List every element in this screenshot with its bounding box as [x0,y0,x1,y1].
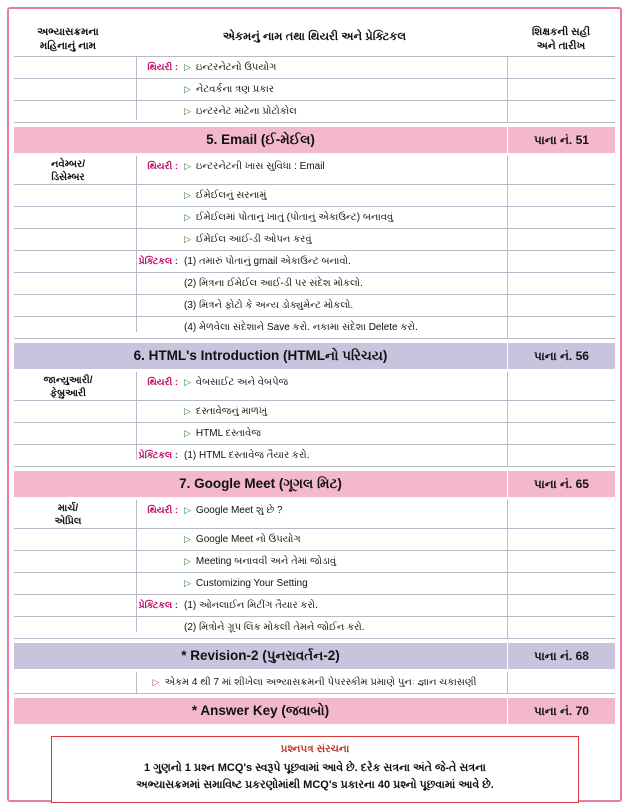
unit-cell [122,251,507,272]
month-cell [14,529,122,550]
month-cell [14,317,122,338]
list-item [122,401,507,422]
column-divider-right [507,156,508,332]
theory-label: થિયરી : [147,161,178,172]
month-cell [14,595,122,616]
spacer-label [122,317,184,338]
spacer-label [122,573,184,594]
signature-cell [507,101,615,122]
content-row [14,372,615,400]
item-text: ▷ ઈમેઈલનું સરનામું [184,190,267,201]
month-cell [14,251,122,272]
item-text: ▷ ઇન્ટરનેટની ખાસ સુવિધા : Email [184,161,325,172]
triangle-bullet-icon: ▷ [184,534,191,544]
signature-cell [507,423,615,444]
chapter-band-html [14,343,615,369]
content-row [14,423,615,444]
list-item [122,229,507,250]
row-divider [14,638,615,639]
chapter-page-number: પાના નં. 51 [507,127,615,153]
triangle-bullet-icon: ▷ [184,578,191,588]
column-divider-left [136,57,137,120]
chapter-band-email [14,127,615,153]
triangle-bullet-icon: ▷ [184,556,191,566]
content-row [14,672,615,693]
triangle-bullet-icon: ▷ [184,428,191,438]
unit-cell [122,185,507,206]
row-divider [14,693,615,694]
list-item [122,57,507,78]
month-cell [14,79,122,100]
month-line2: એપ્રિલ [54,516,82,527]
item-text: ▷ એકમ 4 થી 7 માં શીખેલા અભ્યાસક્રમની પેપરસ્કીમ પ્રમાણે પુનઃ જ્ઞાન ચકાસણી [152,677,477,688]
answer-key-band [14,698,615,724]
month-cell [14,551,122,572]
signature-cell [507,617,615,638]
unit-cell [122,229,507,250]
list-item [122,551,507,572]
content-row [14,401,615,422]
item-text: ▷ નેટવર્કના ત્રણ પ્રકાર [184,84,274,95]
spacer-label [122,273,184,294]
signature-cell [507,229,615,250]
note-title: પ્રશ્નપત્ર સંરચના [280,743,350,755]
item-text: (4) મેળવેલા સંદેશાને Save કરો. નકામા સંદેશા Delete કરો. [184,322,418,333]
month-line1: માર્ચ/ [57,503,79,514]
theory-label: થિયરી : [147,505,178,516]
content-row [14,500,615,528]
triangle-bullet-icon: ▷ [184,161,191,171]
list-item [122,79,507,100]
list-item [122,251,507,272]
content-row [14,229,615,250]
month-cell [14,672,122,693]
column-divider-right [507,500,508,632]
content-row [14,57,615,78]
top-continuation-section [14,57,615,123]
unit-cell [122,401,507,422]
spacer-label [122,551,184,572]
unit-cell [122,529,507,550]
month-cell [14,273,122,294]
row-divider [14,466,615,467]
content-row [14,185,615,206]
spacer-label [122,401,184,422]
unit-cell [122,617,507,638]
chapter-band-google-meet [14,471,615,497]
item-text: (3) મિત્રને ફોટો કે અન્ય ડોક્યુમેન્ટ મોકલો. [184,300,354,311]
content-row [14,617,615,638]
triangle-bullet-icon: ▷ [184,190,191,200]
practical-label: પ્રેક્ટિકલ : [138,256,178,267]
content-row [14,101,615,122]
content-row [14,595,615,616]
item-text: (2) મિત્રના ઈમેઈલ આઈ-ડી પર સંદેશ મોકલો. [184,278,363,289]
unit-cell [122,551,507,572]
content-row [14,529,615,550]
item-text: ▷ ઈમેઈલ આઈ-ડી ઓપન કરવું [184,234,312,245]
month-cell [14,445,122,466]
signature-cell [507,445,615,466]
triangle-bullet-icon: ▷ [184,106,191,116]
unit-cell [122,445,507,466]
note-line2: અભ્યાસક્રમમાં સમાવિષ્ટ પ્રકરણોમાંથી MCQ's પ્રકારના 40 પ્રશ્નો પૂછવામાં આવે છે. [136,779,494,792]
item-text: ▷ Meeting બનાવવી અને તેમાં જોડાવું [184,556,337,567]
list-item [122,617,507,638]
month-cell [14,295,122,316]
spacer-label [122,101,184,122]
signature-cell [507,551,615,572]
month-line2: ફેબ્રુઆરી [50,388,86,399]
spacer-label [122,207,184,228]
item-text: ▷ ઈમેઈલમાં પોતાનું ખાતું (પોતાનું એકાઉન્ટ) બનાવવું [184,212,394,223]
signature-cell [507,156,615,184]
triangle-bullet-icon: ▷ [184,406,191,416]
item-text: ▷ ઇન્ટરનેટ માટેના પ્રોટોકોલ [184,106,297,117]
chapter-title: 6. HTML's Introduction (HTMLનો પરિચય) [14,343,507,369]
content-row [14,551,615,572]
header-unit-column: એકમનું નામ તથા થિયરી અને પ્રેક્ટિકલ [222,31,407,43]
month-cell [14,617,122,638]
chapter-body-email [14,156,615,339]
list-item [122,185,507,206]
signature-cell [507,595,615,616]
chapter-body-html [14,372,615,467]
column-divider-right [507,672,508,694]
triangle-bullet-icon: ▷ [184,505,191,515]
practical-label: પ્રેક્ટિકલ : [138,450,178,461]
signature-cell [507,672,615,693]
item-text: ▷ HTML દસ્તાવેજ [184,428,261,439]
item-text: (2) મિત્રોને ગ્રૂપ લિંક મોકલી તેમને જોઈન કરો. [184,622,365,633]
month-cell [14,229,122,250]
column-divider-right [507,372,508,460]
list-item [122,500,507,521]
triangle-bullet-icon: ▷ [184,234,191,244]
header-signature-line2: અને તારીખ [536,40,586,53]
triangle-bullet-icon: ▷ [152,677,160,687]
triangle-bullet-icon: ▷ [184,62,191,72]
signature-cell [507,295,615,316]
column-divider-left [136,500,137,632]
signature-cell [507,79,615,100]
list-item [122,445,507,466]
theory-label: થિયરી : [147,377,178,388]
month-cell [14,57,122,78]
month-line2: ડિસેમ્બર [51,172,85,183]
header-signature-line1: શિક્ષકની સહી [531,26,591,38]
content-row [14,251,615,272]
header-month-line1: અભ્યાસક્રમના [37,26,99,38]
content-row [14,445,615,466]
unit-cell [122,500,507,528]
column-divider-right [507,57,508,120]
signature-cell [507,529,615,550]
month-cell [14,185,122,206]
list-item [122,595,507,616]
list-item [122,295,507,316]
unit-cell [122,573,507,594]
spacer-label [122,79,184,100]
triangle-bullet-icon: ▷ [184,212,191,222]
signature-cell [507,500,615,528]
content-row [14,317,615,338]
item-text: ▷ Google Meet નો ઉપયોગ [184,534,301,545]
column-divider-left [136,672,137,694]
month-cell [14,423,122,444]
unit-cell [122,423,507,444]
month-cell [14,207,122,228]
unit-cell [122,101,507,122]
chapter-page-number: પાના નં. 65 [507,471,615,497]
month-cell [14,372,122,400]
chapter-body-google-meet [14,500,615,639]
list-item [122,101,507,122]
list-item [122,423,507,444]
note-line1: 1 ગુણનો 1 પ્રશ્ન MCQ's સ્વરૂપે પૂછવામાં આવે છે. દરેક સત્રના અંતે જે-તે સત્રના [144,762,486,774]
answer-key-title: * Answer Key (જવાબો) [14,698,507,724]
unit-cell [122,273,507,294]
signature-cell [507,251,615,272]
content-row [14,273,615,294]
revision-title: * Revision-2 (પુનરાવર્તન-2) [14,643,507,669]
unit-cell [122,317,507,338]
signature-cell [507,401,615,422]
month-cell [14,401,122,422]
unit-cell [122,79,507,100]
list-item [122,156,507,177]
list-item [122,529,507,550]
unit-cell [122,156,507,184]
revision-body [14,672,615,694]
chapter-page-number: પાના નં. 56 [507,343,615,369]
table-header [14,13,615,57]
list-item [122,372,507,393]
month-line1: જાન્યુઆરી/ [43,375,93,386]
spacer-label [122,529,184,550]
answer-key-page-number: પાના નં. 70 [507,698,615,724]
spacer-label [122,229,184,250]
unit-cell [122,57,507,78]
unit-cell [122,207,507,228]
item-text: ▷ વેબસાઈટ અને વેબપેજ [184,377,289,388]
signature-cell [507,317,615,338]
revision-band [14,643,615,669]
item-text: (1) HTML દસ્તાવેજ તૈયાર કરો. [184,450,310,461]
chapter-title: 7. Google Meet (ગૂગલ મિટ) [14,471,507,497]
theory-label: થિયરી : [147,62,178,73]
month-cell [14,573,122,594]
content-row [14,79,615,100]
signature-cell [507,57,615,78]
spacer-label [122,295,184,316]
month-cell [14,500,122,528]
content-row [14,156,615,184]
item-text: ▷ Customizing Your Setting [184,578,308,589]
item-text: ▷ ઇન્ટરનેટનો ઉપયોગ [184,62,277,73]
spacer-label [122,617,184,638]
content-row [14,207,615,228]
item-text: ▷ દસ્તાવેજનું માળખું [184,406,267,417]
row-divider [14,338,615,339]
page-content [14,13,615,796]
signature-cell [507,573,615,594]
month-line1: નવેમ્બર/ [51,159,85,170]
month-cell [14,156,122,184]
item-text: (1) ઓનલાઈન મિટીંગ તૈયાર કરો. [184,600,318,611]
spacer-label [122,185,184,206]
exam-structure-note [51,736,579,803]
list-item [122,573,507,594]
month-cell [14,101,122,122]
chapter-title: 5. Email (ઈ-મેઈલ) [14,127,507,153]
unit-cell [122,295,507,316]
signature-cell [507,207,615,228]
list-item [122,317,507,338]
spacer-label [122,423,184,444]
header-signature-column [507,25,615,53]
unit-cell [122,672,507,693]
column-divider-left [136,156,137,332]
signature-cell [507,372,615,400]
practical-label: પ્રેક્ટિકલ : [138,600,178,611]
signature-cell [507,185,615,206]
content-row [14,573,615,594]
content-row [14,295,615,316]
unit-cell [122,595,507,616]
header-month-column [14,25,122,53]
list-item [122,207,507,228]
list-item [122,273,507,294]
column-divider-left [136,372,137,460]
row-divider [14,122,615,123]
triangle-bullet-icon: ▷ [184,377,191,387]
signature-cell [507,273,615,294]
revision-page-number: પાના નં. 68 [507,643,615,669]
unit-cell [122,372,507,400]
item-text: (1) તમારું પોતાનું gmail એકાઉન્ટ બનાવો. [184,256,351,267]
item-text: ▷ Google Meet શું છે ? [184,505,283,516]
header-month-line2: મહિનાનું નામ [39,40,97,53]
triangle-bullet-icon: ▷ [184,84,191,94]
